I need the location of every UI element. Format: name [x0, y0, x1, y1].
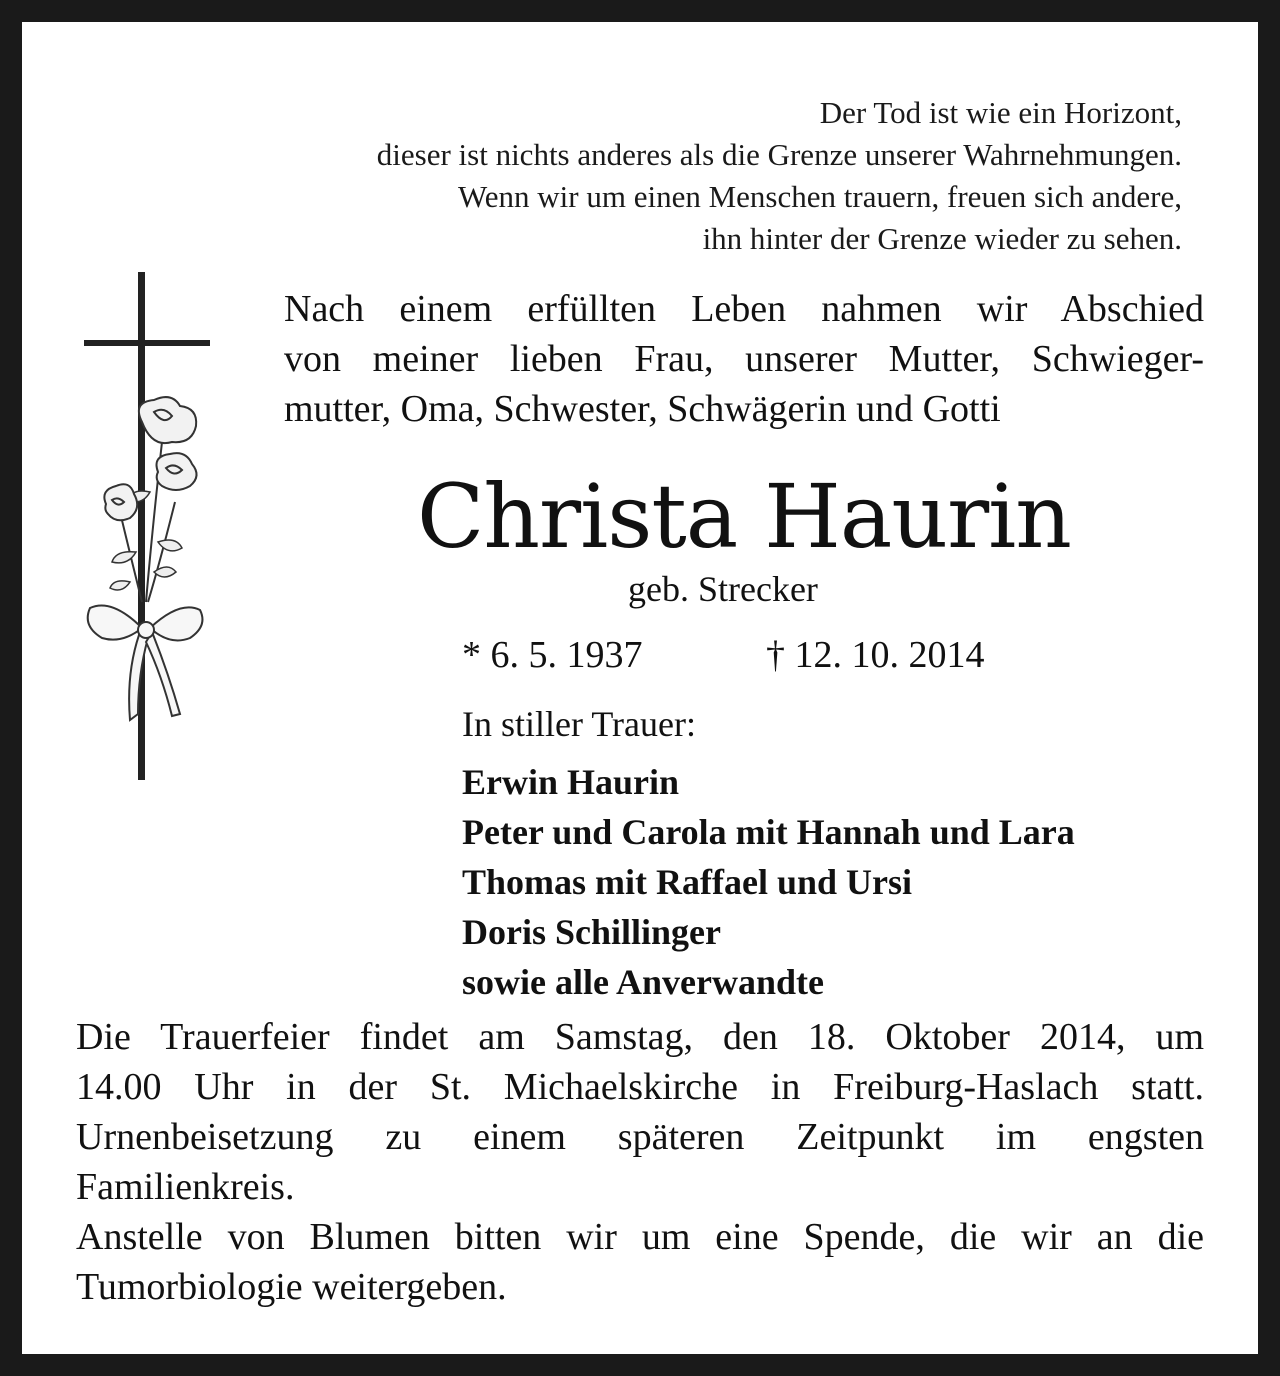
- family-list: [462, 757, 1075, 1007]
- cross-with-roses-icon: [80, 272, 220, 782]
- obituary-card: [22, 22, 1258, 1354]
- family-member: Peter und Carola mit Hannah und Lara: [462, 812, 1075, 852]
- intro-line: Nach einem erfüllten Leben nahmen wir Abschied: [284, 288, 1204, 330]
- quote-line: ihn hinter der Grenze wieder zu sehen.: [702, 221, 1182, 256]
- quote-line: dieser ist nichts anderes als die Grenze unserer Wahrnehmungen.: [376, 137, 1182, 172]
- closing-line: Die Trauerfeier findet am Samstag, den 18. Oktober 2014, um: [76, 1016, 1204, 1058]
- quote-line: Der Tod ist wie ein Horizont,: [819, 95, 1182, 130]
- intro-text: [284, 284, 1204, 434]
- death-date: † 12. 10. 2014: [766, 634, 985, 676]
- family-member: sowie alle Anverwandte: [462, 962, 824, 1002]
- family-member: Thomas mit Raffael und Ursi: [462, 862, 913, 902]
- deceased-name: Christa Haurin: [417, 465, 1071, 568]
- family-member: Doris Schillinger: [462, 912, 721, 952]
- mourning-heading: In stiller Trauer:: [462, 704, 696, 744]
- closing-line: Anstelle von Blumen bitten wir um eine Spende, die wir an die: [76, 1216, 1204, 1258]
- closing-text: [76, 1012, 1204, 1312]
- family-member: Erwin Haurin: [462, 762, 680, 802]
- maiden-name: geb. Strecker: [628, 569, 818, 609]
- closing-line: Tumorbiologie weitergeben.: [76, 1266, 507, 1308]
- birth-date: * 6. 5. 1937: [462, 634, 643, 676]
- intro-line: mutter, Oma, Schwester, Schwägerin und Gotti: [284, 388, 1001, 430]
- closing-line: 14.00 Uhr in der St. Michaelskirche in Freiburg-Haslach statt.: [76, 1066, 1204, 1108]
- quote-block: [182, 92, 1182, 260]
- quote-line: Wenn wir um einen Menschen trauern, freuen sich andere,: [458, 179, 1182, 214]
- closing-line: Familienkreis.: [76, 1166, 295, 1208]
- closing-line: Urnenbeisetzung zu einem späteren Zeitpunkt im engsten: [76, 1116, 1204, 1158]
- intro-line: von meiner lieben Frau, unserer Mutter, Schwieger-: [284, 338, 1204, 380]
